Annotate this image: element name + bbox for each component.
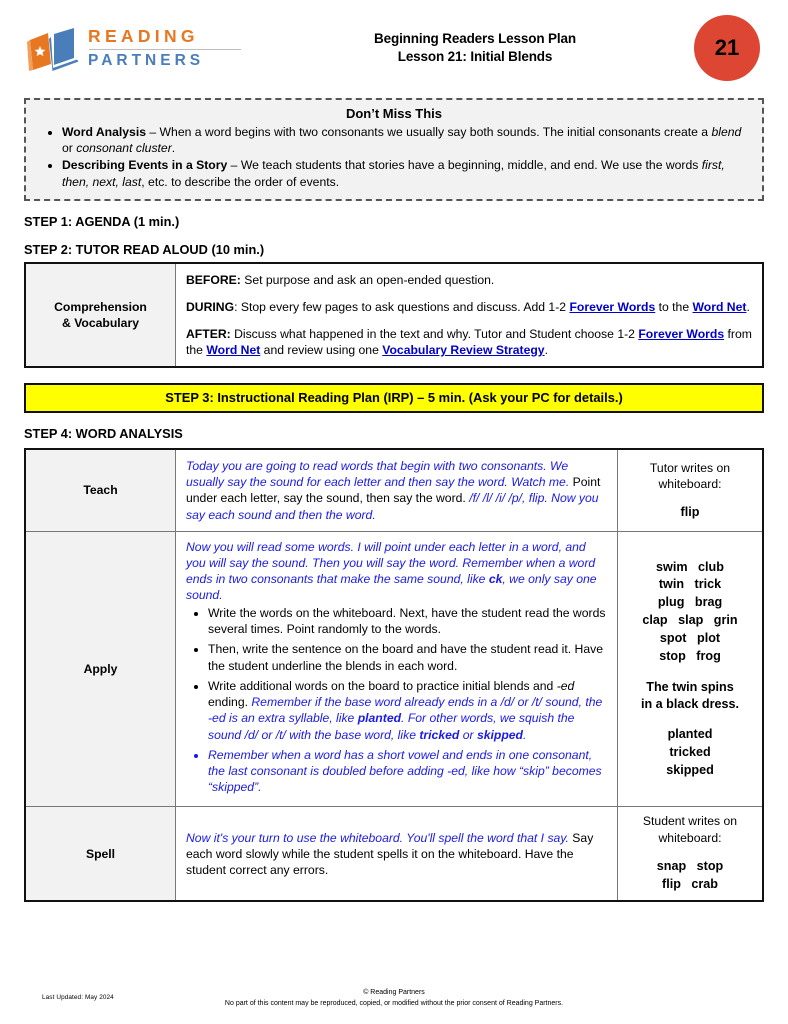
practice-word: stop xyxy=(659,648,686,663)
practice-word: trick xyxy=(694,577,722,592)
ed-word: tricked xyxy=(669,744,711,759)
apply-body-cell xyxy=(176,531,618,807)
spell-word: flip xyxy=(662,877,681,892)
word-row xyxy=(626,576,754,594)
forever-words-link[interactable]: Forever Words xyxy=(638,327,725,342)
during-text-c: . xyxy=(746,299,750,314)
step-1-heading: STEP 1: AGENDA (1 min.) xyxy=(24,213,180,229)
bullet-text: Write the words on the whiteboard. Next, have the student read the words several times. Point randomly to the words. xyxy=(208,606,606,637)
word-row xyxy=(626,612,754,630)
teach-label-cell: Teach xyxy=(25,449,176,531)
after-text-c: and review using one xyxy=(260,343,383,358)
after-text-a: Discuss what happened in the text and why. Tutor and Student choose 1-2 xyxy=(230,327,639,342)
copyright-notice: No part of this content may be reproduced, copied, or modified without the prior consent of Reading Partners. xyxy=(224,999,564,1007)
bullet-script: Remember when a word has a short vowel and ends in one consonant, the last consonant is doubled before adding -ed, like how “skip” becomes “skipped”. xyxy=(208,747,602,795)
bullet-text: Then, write the sentence on the board and have the student read it. Have the student underline the blends in each word. xyxy=(208,642,603,673)
practice-word: club xyxy=(698,559,724,574)
list-item xyxy=(62,124,752,156)
practice-word: grin xyxy=(713,613,738,628)
logo-line-partners: PARTNERS xyxy=(88,51,205,69)
apply-script-a: Now you will read some words. I will point under each letter in a word, and you will say the sound. Then you will say the word. Remember when a word ends in two consonants that make the same sound, like xyxy=(186,539,596,586)
teach-whiteboard-cell xyxy=(618,449,764,531)
dmt-item-em-b: consonant cluster xyxy=(76,141,172,156)
practice-word: frog xyxy=(696,648,721,663)
forever-words-link[interactable]: Forever Words xyxy=(569,299,656,314)
after-text-b: from the xyxy=(186,327,752,358)
apply-label-cell: Apply xyxy=(25,531,176,807)
bullet-script-bold: planted xyxy=(357,711,402,726)
spell-label-cell: Spell xyxy=(25,807,176,901)
bullet-script: Remember if the base word already ends in a /d/ or /t/ sound, the -ed is an extra syllable, like xyxy=(208,695,603,726)
apply-whiteboard-cell xyxy=(618,531,764,807)
bullet-script: . For other words, we squish the sound /d/ or /t/ with the base word, like xyxy=(208,711,575,742)
spell-plain-a: Say each word slowly while the student spells it on the whiteboard. Have the student correct any errors. xyxy=(186,830,594,877)
apply-practice-sentence xyxy=(626,679,754,713)
during-text-b: to the xyxy=(655,299,693,314)
dmt-item-em-a: blend xyxy=(711,125,742,139)
vocabulary-review-strategy-link[interactable]: Vocabulary Review Strategy xyxy=(382,343,545,358)
teach-board-title-line1: Tutor writes on xyxy=(649,461,731,476)
comprehension-body-cell xyxy=(176,263,764,367)
practice-word: spot xyxy=(659,631,687,646)
teach-board-title-line2: whiteboard: xyxy=(658,477,722,492)
dmt-item-dash: – xyxy=(227,158,241,173)
dmt-item-text-b: , etc. to describe the order of events. xyxy=(141,174,340,189)
comprehension-vocabulary-table xyxy=(24,262,764,368)
teach-script-b: /f/ /l/ /i/ /p/, flip. Now you say each sound and then the word. xyxy=(186,491,599,522)
ed-word: skipped xyxy=(666,762,714,777)
list-item xyxy=(208,678,607,743)
copyright-line: © Reading Partners xyxy=(363,989,425,996)
table-row xyxy=(25,531,763,807)
apply-bullet-list xyxy=(186,605,607,795)
comprehension-label-cell xyxy=(25,263,176,367)
word-row xyxy=(626,594,754,612)
practice-word: plug xyxy=(657,595,685,610)
during-label: DURING xyxy=(186,299,235,314)
spacer xyxy=(626,666,754,679)
word-row xyxy=(626,630,754,648)
practice-word: brag xyxy=(694,595,723,610)
lesson-number-badge: 21 xyxy=(694,15,760,81)
page-title-line1: Beginning Readers Lesson Plan xyxy=(374,30,576,46)
apply-sentence-line1: The twin spins xyxy=(646,679,734,694)
apply-script-intro xyxy=(186,539,607,603)
practice-word: clap xyxy=(642,613,668,628)
table-row xyxy=(25,263,763,367)
spacer xyxy=(626,713,754,726)
logo-divider xyxy=(89,49,241,50)
step-2-heading: STEP 2: TUTOR READ ALOUD (10 min.) xyxy=(24,241,265,257)
word-row xyxy=(626,875,754,894)
last-updated-text: Last Updated: May 2024 xyxy=(42,994,114,1001)
ed-word: planted xyxy=(667,726,713,741)
list-item xyxy=(208,747,607,796)
word-row xyxy=(626,559,754,577)
word-net-link[interactable]: Word Net xyxy=(692,299,747,314)
dmt-item-dash: – xyxy=(145,125,160,139)
list-item xyxy=(208,641,607,673)
bullet-italic: -ed xyxy=(556,678,575,693)
step-3-irp-banner: STEP 3: Instructional Reading Plan (IRP) – 5 min. (Ask your PC for details.) xyxy=(24,383,764,413)
after-text-d: . xyxy=(544,343,548,358)
spell-body-cell xyxy=(176,807,618,901)
dont-miss-this-list xyxy=(36,124,752,190)
spell-word-list xyxy=(626,857,754,895)
before-paragraph xyxy=(186,272,752,288)
before-label: BEFORE: xyxy=(186,272,241,287)
word-row xyxy=(626,857,754,876)
after-label: AFTER: xyxy=(186,327,231,342)
page-header xyxy=(24,0,764,92)
dmt-item-lead: Describing Events in a Story xyxy=(62,158,228,173)
spell-board-title-line1: Student writes on xyxy=(642,814,738,829)
apply-ed-word-list xyxy=(626,726,754,780)
open-book-logo-icon xyxy=(24,24,80,72)
copyright-block xyxy=(24,986,764,1009)
during-text-a: : Stop every few pages to ask questions and discuss. Add 1-2 xyxy=(234,299,570,314)
apply-script-a-bold: ck xyxy=(488,571,503,586)
spell-board-title-line2: whiteboard: xyxy=(658,830,722,845)
dmt-item-text-c: . xyxy=(171,141,176,156)
spell-word: stop xyxy=(696,858,724,873)
list-item xyxy=(62,157,752,189)
bullet-script-bold: skipped xyxy=(476,727,523,742)
dmt-item-text-b: or xyxy=(62,141,77,156)
word-net-link[interactable]: Word Net xyxy=(206,343,261,358)
apply-word-list xyxy=(626,559,754,666)
apply-sentence-line2: in a black dress. xyxy=(640,696,739,711)
spell-word: snap xyxy=(656,858,687,873)
reading-partners-logo xyxy=(24,24,274,72)
dmt-item-text-a: We teach students that stories have a beginning, middle, and end. We use the words xyxy=(240,158,702,173)
practice-word: twin xyxy=(658,577,685,592)
dmt-item-em-a: first, then, next, last xyxy=(62,158,725,189)
word-analysis-table xyxy=(24,448,764,902)
dont-miss-this-title: Don’t Miss This xyxy=(345,106,443,121)
bullet-script: . xyxy=(523,727,527,742)
apply-script-a-tail: , we only say one sound. xyxy=(186,571,597,602)
comprehension-label-line2: & Vocabulary xyxy=(62,316,139,331)
after-paragraph xyxy=(186,326,752,358)
page-footer xyxy=(24,986,764,1018)
spell-script-a: Now it's your turn to use the whiteboard. You'll spell the word that I say. xyxy=(186,830,569,845)
teach-plain-a: Point under each letter, say the sound, then say the word. xyxy=(186,475,601,506)
table-row xyxy=(25,449,763,531)
logo-wordmark xyxy=(88,28,241,68)
page-title-line2: Lesson 21: Initial Blends xyxy=(397,49,553,64)
practice-word: slap xyxy=(678,613,704,628)
teach-script-a: Today you are going to read words that begin with two consonants. We usually say the sound for each letter and then say the word. Watch me. xyxy=(186,459,570,490)
bullet-text: ending. xyxy=(208,695,252,710)
bullet-script: or xyxy=(459,727,477,742)
table-row xyxy=(25,807,763,901)
dmt-item-text-a: When a word begins with two consonants we usually say both sounds. The initial consonants create a xyxy=(159,125,712,139)
step-4-heading: STEP 4: WORD ANALYSIS xyxy=(24,426,183,442)
dmt-item-lead: Word Analysis xyxy=(62,125,146,139)
word-row xyxy=(626,648,754,666)
page-title xyxy=(274,30,694,66)
dont-miss-this-box xyxy=(24,98,764,201)
spell-word: crab xyxy=(691,877,718,892)
practice-word: swim xyxy=(656,559,688,574)
list-item xyxy=(208,605,607,637)
logo-line-reading: READING xyxy=(88,26,199,46)
during-paragraph xyxy=(186,299,752,315)
bullet-script-bold: tricked xyxy=(419,727,460,742)
practice-word: plot xyxy=(697,631,721,646)
before-text: Set purpose and ask an open-ended question. xyxy=(240,272,495,287)
teach-board-word: flip xyxy=(680,505,700,520)
bullet-text: Write additional words on the board to practice initial blends and xyxy=(208,678,557,693)
teach-body-cell xyxy=(176,449,618,531)
spell-whiteboard-cell xyxy=(618,807,764,901)
comprehension-label-line1: Comprehension xyxy=(54,299,147,314)
